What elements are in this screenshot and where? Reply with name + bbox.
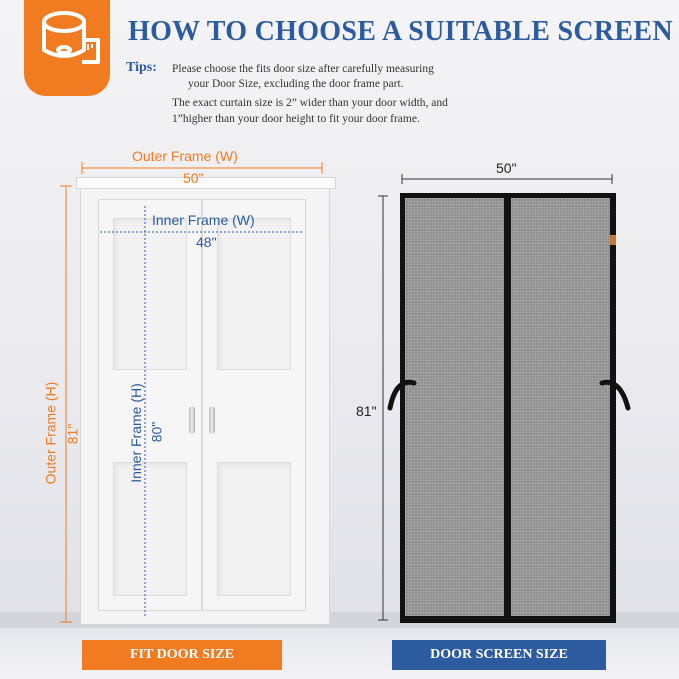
inner-height-label: Inner Frame (H) — [127, 383, 144, 483]
page-title: HOW TO CHOOSE A SUITABLE SCREEN — [128, 16, 673, 47]
outer-height-label: Outer Frame (H) — [42, 381, 59, 485]
tips-label: Tips: — [126, 60, 157, 75]
tip-line-3: The exact curtain size is 2” wider than your door width, and — [172, 97, 448, 109]
screen-height-value: 81" — [356, 403, 377, 419]
door-screen-size-caption: DOOR SCREEN SIZE — [392, 640, 606, 670]
fit-door-size-caption: FIT DOOR SIZE — [82, 640, 282, 670]
inner-width-value: 48" — [196, 234, 217, 250]
tip-line-1: Please choose the fits door size after carefully measuring — [172, 63, 434, 75]
screen-width-value: 50" — [496, 160, 517, 176]
outer-width-value: 50" — [183, 170, 204, 186]
inner-width-label: Inner Frame (W) — [152, 212, 255, 228]
inner-height-value: 80" — [148, 421, 165, 443]
tip-line-2: your Door Size, excluding the door frame part. — [188, 78, 404, 90]
outer-width-label: Outer Frame (W) — [132, 148, 238, 164]
outer-height-value: 81" — [64, 423, 81, 445]
tip-line-4: 1”higher than your door height to fit your door frame. — [172, 113, 420, 125]
